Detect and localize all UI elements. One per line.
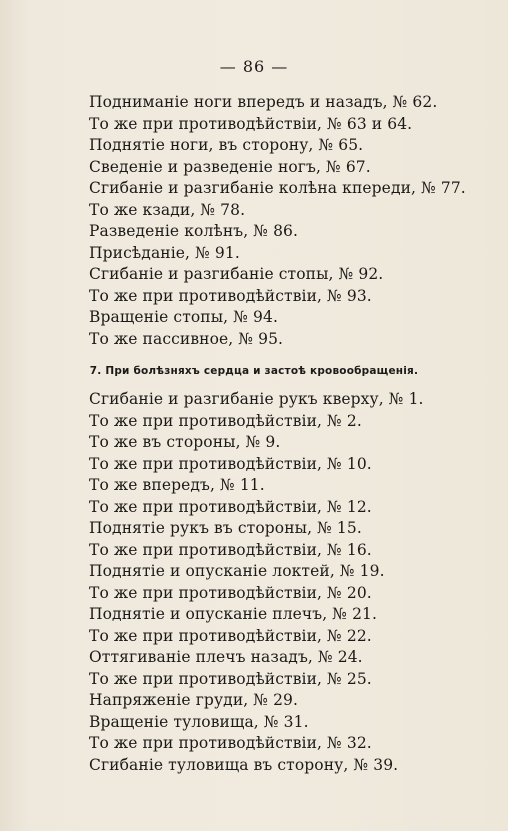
exercise-line: То же впередъ, № 11. [89,476,265,494]
exercise-line: То же при противодѣйствіи, № 10. [89,454,372,473]
exercise-line: Присѣданіе, № 91. [89,243,240,262]
exercise-line: То же при противодѣйствіи, № 63 и 64. [89,114,413,133]
exercise-line: То же при противодѣйствіи, № 20. [89,583,372,602]
exercise-line: Сгибаніе туловища въ сторону, № 39. [89,755,399,774]
exercise-line: То же при противодѣйствіи, № 93. [89,286,372,305]
exercise-line: То же кзади, № 78. [89,200,246,219]
exercise-line: Поднятіе рукъ въ стороны, № 15. [89,519,362,537]
exercise-line: Сгибаніе и разгибаніе рукъ кверху, № 1. [89,390,424,408]
exercise-line: То же при противодѣйствіи, № 16. [89,540,372,559]
exercise-line: Оттягиваніе плечъ назадъ, № 24. [89,648,363,666]
exercise-line: Вращеніе туловища, № 31. [89,712,309,731]
exercise-line: Подниманіе ноги впередъ и назадъ, № 62. [89,93,438,111]
exercise-line: Вращеніе стопы, № 94. [89,308,278,326]
exercise-line: То же при противодѣйствіи, № 25. [89,669,372,688]
exercise-line: Сгибаніе и разгибаніе стопы, № 92. [89,265,384,283]
exercise-line: То же въ стороны, № 9. [89,433,281,451]
exercise-line: Поднятіе и опусканіе локтей, № 19. [89,562,385,580]
section-heading: 7. При болѣзняхъ сердца и застоѣ кровообращенія. [89,365,419,377]
page-number: — 86 — [219,57,289,76]
exercise-line: То же пассивное, № 95. [89,329,284,348]
exercise-line: То же при противодѣйствіи, № 22. [89,626,372,645]
exercise-list-legs [89,92,466,350]
exercise-line: То же при противодѣйствіи, № 2. [89,411,362,430]
exercise-line: Разведеніе колѣнъ, № 86. [89,222,299,240]
exercise-line: Напряженіе груди, № 29. [89,691,299,709]
exercise-line: Сгибаніе и разгибаніе колѣна кпереди, № 77. [89,179,466,197]
exercise-line: Поднятіе ноги, въ сторону, № 65. [89,136,364,154]
exercise-line: Поднятіе и опусканіе плечъ, № 21. [89,605,378,623]
exercise-list-heart [89,389,424,776]
exercise-line: Сведеніе и разведеніе ногъ, № 67. [89,157,371,176]
exercise-line: То же при противодѣйствіи, № 12. [89,497,372,516]
exercise-line: То же при противодѣйствіи, № 32. [89,734,372,752]
